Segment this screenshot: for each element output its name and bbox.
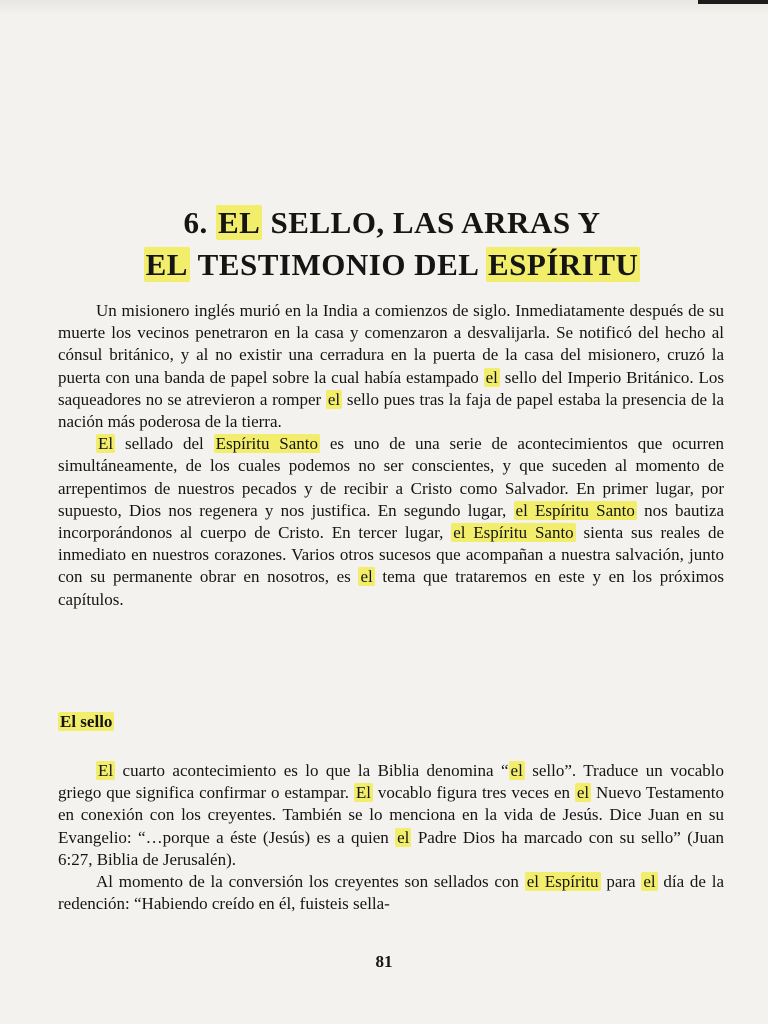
p4-highlight-2: el [643, 872, 656, 892]
p4-highlight-1: el Espíritu [526, 872, 599, 892]
p3-text-5: Padre Dios ha marcado con su sello” (Juan 6:27, Biblia de Jerusalén). [58, 827, 725, 869]
title-highlight-el-2: EL [145, 247, 188, 282]
body-text-bottom [58, 760, 724, 915]
chapter-title [60, 202, 724, 286]
paragraph-3 [58, 760, 724, 871]
scan-edge-mark [698, 0, 768, 4]
title-highlight-el: EL [217, 205, 261, 240]
p1-text-3: sello pues tras la faja de papel estaba la presencia de la nación más poderosa de la tierra. [58, 389, 725, 432]
p3-text-1: cuarto acontecimiento es lo que la Biblia denomina “ [122, 761, 509, 780]
p4-text-2: para [606, 872, 636, 892]
p2-highlight-4: el Espíritu Santo [453, 523, 574, 543]
p2-text-2: es uno de una serie de acontecimientos que ocurren simultáneamente, de los cuales podemos no ser conscientes, y que suceden al momento de arrepentimos de nuestros pecados y de recibir a Cristo como Salvador. En primer lugar, por supuesto, Dios nos regenera y nos justifica. En segundo lugar, [58, 434, 725, 520]
p3-highlight-5: el [397, 827, 410, 847]
p3-text-3: vocablo figura tres veces en [377, 783, 571, 803]
title-text-2: TESTIMONIO DEL [197, 247, 478, 282]
section-heading-text: El sello [60, 712, 113, 731]
p3-highlight-1: El [98, 761, 114, 780]
paragraph-1 [58, 300, 724, 433]
p4-text-3: día de la redención: “Habiendo creído en él, fuisteis sella- [58, 872, 725, 914]
title-line-1 [60, 202, 724, 244]
p1-text-1: Un misionero inglés murió en la India a comienzos de siglo. Inmediatamente después de su muerte los vecinos penetraron en la casa y comenzaron a desvalijarla. Se notificó del hecho al cónsul británico, y al no existir una cerradura en la puerta de la casa del misionero, cruzó la puerta con una banda de papel sobre la cual había estampado [58, 301, 724, 387]
scan-top-shadow [0, 0, 768, 14]
paragraph-2 [58, 433, 724, 611]
p1-highlight-2: el [327, 389, 341, 409]
p2-text-4: sienta sus reales de inmediato en nuestros corazones. Varios otros sucesos que acompañan a nuestra salvación, junto con su permanente obrar en nosotros, es [58, 523, 725, 587]
p3-highlight-3: El [355, 783, 371, 803]
page-number: 81 [375, 952, 393, 971]
title-text-1: SELLO, LAS ARRAS Y [270, 205, 601, 240]
body-text-top [58, 300, 724, 611]
section-heading [58, 712, 114, 732]
p2-text-5: tema que trataremos en este y en los próximos capítulos. [58, 567, 725, 609]
p2-highlight-5: el [360, 567, 373, 587]
title-line-2 [60, 244, 724, 286]
p3-text-2: sello”. Traduce un vocablo griego que significa confirmar o estampar. [58, 761, 725, 803]
p3-highlight-4: el [576, 783, 590, 803]
paragraph-4 [58, 871, 724, 915]
p2-highlight-2: Espíritu Santo [215, 434, 319, 454]
p3-highlight-2: el [510, 761, 523, 780]
p1-text-2: sello del Imperio Británico. Los saqueadores no se atrevieron a romper [58, 367, 725, 409]
p2-text-1: sellado del [124, 434, 204, 454]
p2-highlight-1: El [98, 434, 114, 454]
p2-text-3: nos bautiza incorporándonos al cuerpo de Cristo. En tercer lugar, [58, 500, 725, 543]
p3-text-4: Nuevo Testamento en conexión con los creyentes. También se lo menciona en la vida de Jesús. Dice Juan en su Evangelio: “…porque a éste (Jesús) es a quien [58, 783, 725, 847]
title-highlight-espiritu: ESPÍRITU [487, 247, 639, 282]
p1-highlight-1: el [485, 367, 498, 387]
p4-text-1: Al momento de la conversión los creyentes son sellados con [96, 872, 519, 892]
p2-highlight-3: el Espíritu Santo [515, 500, 635, 520]
chapter-number: 6. [183, 205, 208, 240]
